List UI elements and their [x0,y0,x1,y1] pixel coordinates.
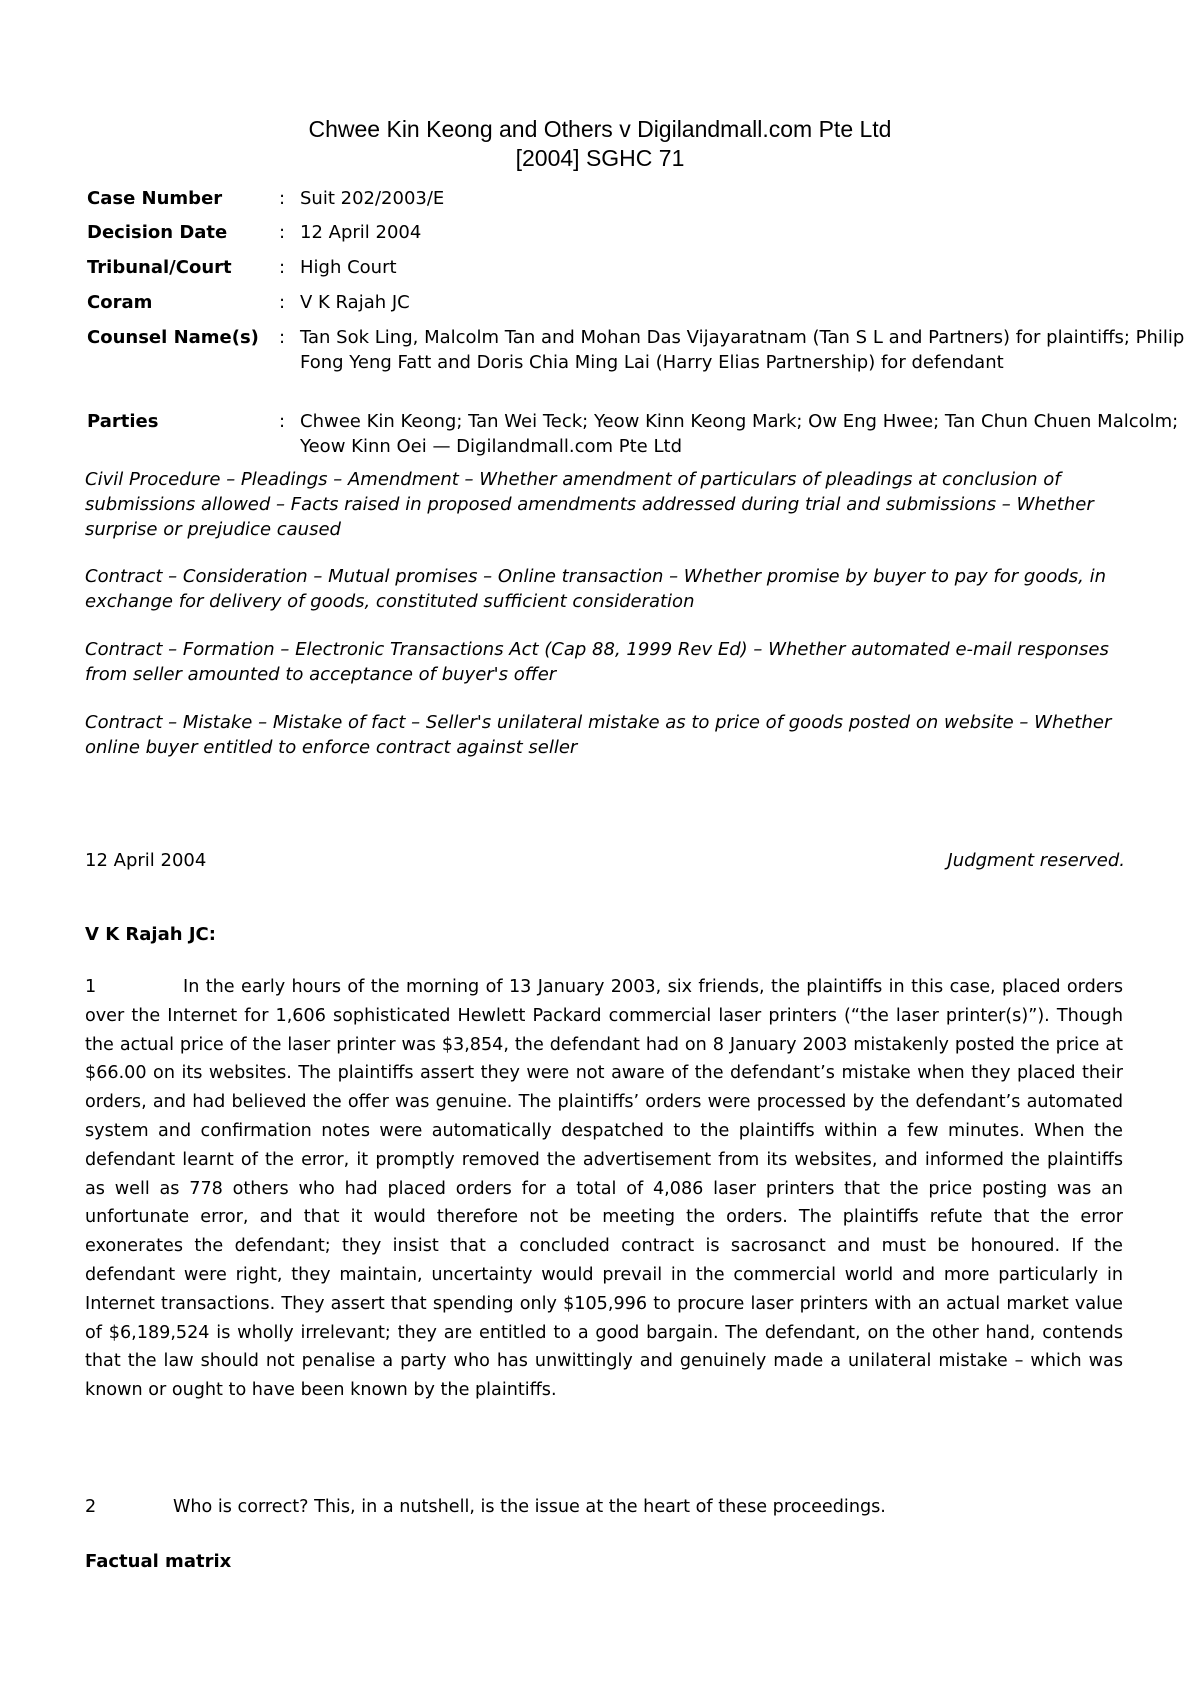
meta-label: Decision Date [87,222,228,243]
meta-label: Case Number [87,188,223,209]
meta-colon: : [279,188,286,209]
judgment-status: Judgment reserved. [947,850,1125,871]
case-citation: [2004] SGHC 71 [515,145,685,171]
paragraph-number: 1 [85,977,97,997]
meta-colon: : [279,411,286,432]
meta-label: Parties [87,411,159,432]
paragraph-text: In the early hours of the morning of 13 January 2003, six friends, the plaintiffs in this case, placed orders over the Internet for 1,606 sophisticated Hewlett Packard commercial laser printers (“the laser printer(s)”). Though the actual price of the laser printer was $3,854, the defendant had on 8 January 2003 mistakenly posted the price at $66.00 on its websites. The plaintiffs assert they were not aware of the defendant’s mistake when they placed their orders, and had believed the offer was genuine. The plaintiffs’ orders were processed by the defendant’s automated system and confirmation notes were automatically despatched to the plaintiffs within a few minutes. When the defendant learnt of the error, it promptly removed the advertisement from its websites, and informed the plaintiffs as well as 778 others who had placed orders for a total of 4,086 laser printers that the price posting was an unfortunate error, and that it would therefore not be meeting the orders. The plaintiffs refute that the error exonerates the defendant; they insist that a concluded contract is sacrosanct and must be honoured. If the defendant were right, they maintain, uncertainty would prevail in the commercial world and more particularly in Internet transactions. They assert that spending only $105,996 to procure laser printers with an actual market value of $6,189,524 is wholly irrelevant; they are entitled to a good bargain. The defendant, on the other hand, contends that the law should not penalise a party who has unwittingly and genuinely made a unilateral mistake – which was known or ought to have been known by the plaintiffs. [85,977,1123,1401]
meta-colon: : [279,222,286,243]
meta-value: Tan Sok Ling, Malcolm Tan and Mohan Das Vijayaratnam (Tan S L and Partners) for plaintiffs; Philip Fong Yeng Fatt and Doris Chia Ming Lai (Harry Elias Partnership) for defendant [300,327,1185,373]
meta-colon: : [279,292,286,313]
section-heading: Factual matrix [85,1551,232,1572]
meta-colon: : [279,327,286,348]
meta-value: V K Rajah JC [300,292,410,313]
judgment-date-row [85,848,1125,873]
catchword-consideration: Contract – Consideration – Mutual promises – Online transaction – Whether promise by buyer to pay for goods, in exchange for delivery of goods, constituted sufficient consideration [85,566,1106,612]
meta-label: Tribunal/Court [87,257,232,278]
paragraph-number: 2 [85,1497,97,1517]
judgment-date: 12 April 2004 [85,850,207,871]
catchword-formation: Contract – Formation – Electronic Transactions Act (Cap 88, 1999 Rev Ed) – Whether automated e-mail responses from seller amounted to acceptance of buyer's offer [85,639,1109,685]
meta-value: Suit 202/2003/E [300,188,445,209]
paragraph-1 [85,973,1123,1405]
meta-label: Counsel Name(s) [87,327,259,348]
meta-value: 12 April 2004 [300,222,422,243]
judge-name: V K Rajah JC: [85,924,216,945]
paragraph-text: Who is correct? This, in a nutshell, is the issue at the heart of these proceedings. [173,1497,886,1517]
meta-value: High Court [300,257,397,278]
meta-label: Coram [87,292,153,313]
catchword-civil-procedure: Civil Procedure – Pleadings – Amendment – Whether amendment of particulars of pleadings at conclusion of submissions allowed – Facts raised in proposed amendments addressed during trial and submissions – Whether surprise or prejudice caused [85,469,1094,540]
case-title: Chwee Kin Keong and Others v Digilandmall.com Pte Ltd [308,116,892,142]
meta-colon: : [279,257,286,278]
paragraph-2 [85,1493,1123,1522]
catchword-mistake: Contract – Mistake – Mistake of fact – Seller's unilateral mistake as to price of goods posted on website – Whether online buyer entitled to enforce contract against seller [85,712,1112,758]
meta-value: Chwee Kin Keong; Tan Wei Teck; Yeow Kinn Keong Mark; Ow Eng Hwee; Tan Chun Chuen Malcolm; Yeow Kinn Oei — Digilandmall.com Pte Ltd [300,411,1179,457]
